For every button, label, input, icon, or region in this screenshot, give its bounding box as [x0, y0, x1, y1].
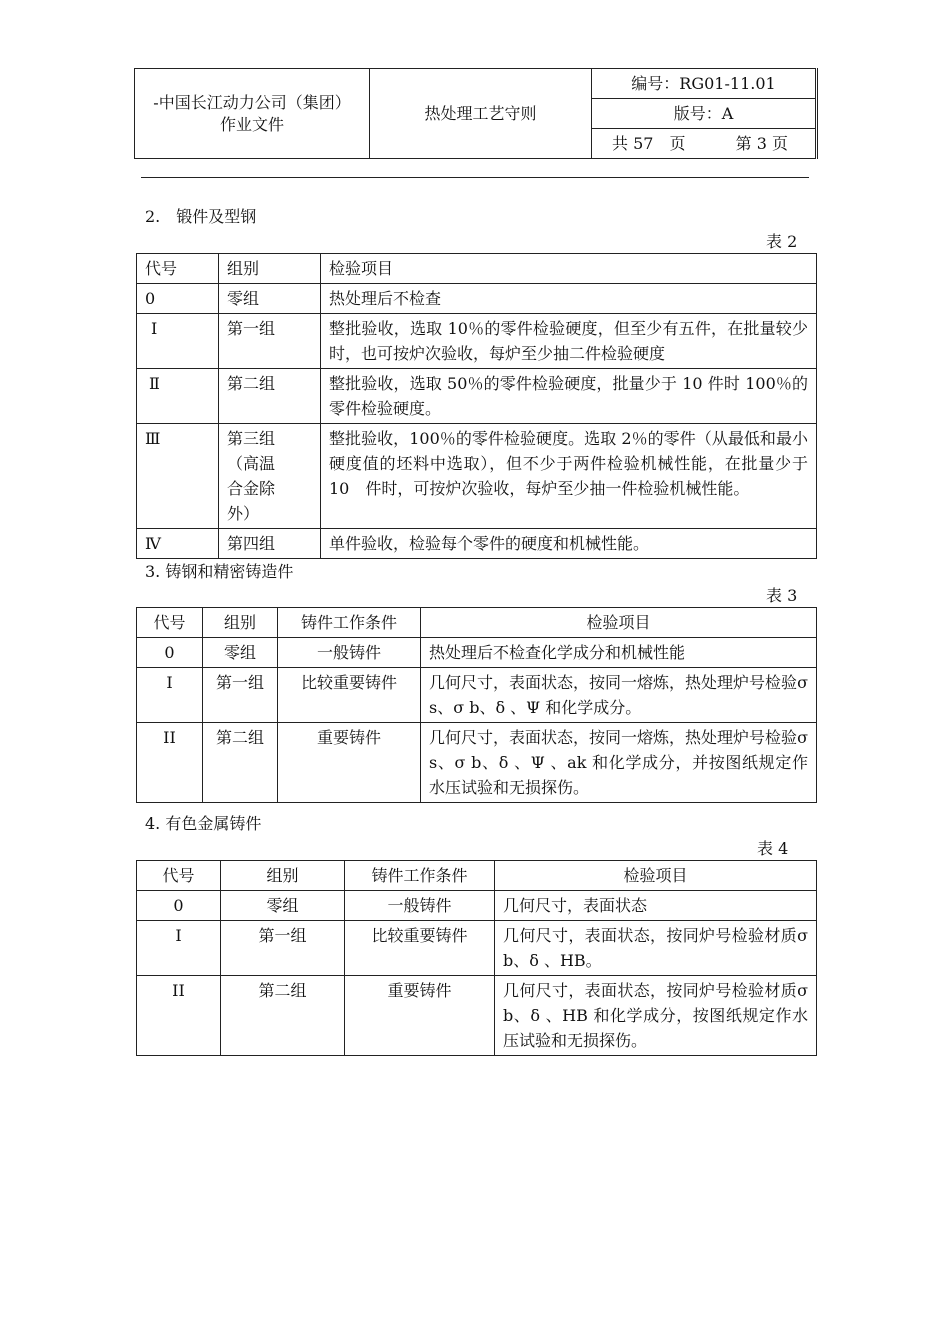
- table-row: [137, 921, 817, 976]
- table-row: [137, 861, 817, 891]
- table-cell: I: [137, 921, 221, 976]
- table-cell: Ⅲ: [137, 424, 219, 529]
- section-3-title: 3. 铸钢和精密铸造件: [145, 562, 294, 581]
- table-cell: II: [137, 723, 203, 803]
- header-divider: [141, 177, 809, 178]
- table-row: [137, 723, 817, 803]
- table-cell: 第四组: [219, 529, 321, 559]
- table-cell: 整批验收，选取 10％的零件检验硬度，但至少有五件，在批量较少时，也可按炉次验收，每炉至少抽二件检验硬度: [321, 314, 817, 369]
- company-name: -中国长江动力公司（集团）: [153, 92, 351, 112]
- table-cell: 几何尺寸，表面状态，按同炉号检验材质σ b、δ 、HB。: [495, 921, 817, 976]
- table-4-label: 表 4: [757, 839, 789, 858]
- table-cell: 热处理后不检查化学成分和机械性能: [421, 638, 817, 668]
- table-cell: 第三组（高温合金除外）: [219, 424, 321, 529]
- total-pages: 共 57 页: [612, 134, 686, 153]
- header-cell: 组别: [219, 254, 321, 284]
- document-version: 版号：A: [592, 99, 817, 129]
- header-cell: 代号: [137, 861, 221, 891]
- table-row: [137, 369, 817, 424]
- table-4: [136, 860, 817, 1056]
- company-cell: [135, 69, 370, 159]
- table-cell: 几何尺寸，表面状态，按同一熔炼，热处理炉号检验σ s、σ b、δ 、Ψ 和化学成分。: [421, 668, 817, 723]
- table-cell: 重要铸件: [278, 723, 421, 803]
- header-cell: 组别: [203, 608, 278, 638]
- table-2: [136, 253, 825, 559]
- table-cell: II: [137, 976, 221, 1056]
- table-cell: 重要铸件: [345, 976, 495, 1056]
- table-row: [137, 424, 817, 529]
- page-number: 第 3 页: [735, 134, 788, 153]
- table-2-label: 表 2: [766, 232, 798, 251]
- header-cell: 检验项目: [321, 254, 817, 284]
- table-cell: I: [137, 668, 203, 723]
- table-3-label: 表 3: [766, 586, 798, 605]
- table-cell: 第一组: [219, 314, 321, 369]
- table-cell: 几何尺寸，表面状态，按同一熔炼，热处理炉号检验σ s、σ b、δ 、Ψ 、ak 和化学成分，并按图纸规定作水压试验和无损探伤。: [421, 723, 817, 803]
- table-row: [137, 976, 817, 1056]
- table-row: [137, 254, 817, 284]
- table-cell: 比较重要铸件: [345, 921, 495, 976]
- table-row: [137, 608, 817, 638]
- document-title: 热处理工艺守则: [370, 69, 592, 159]
- table-cell: 零组: [219, 284, 321, 314]
- document-type: 作业文件: [219, 114, 284, 134]
- table-row: [137, 638, 817, 668]
- table-cell: 一般铸件: [345, 891, 495, 921]
- header-cell: 铸件工作条件: [345, 861, 495, 891]
- table-cell: 0: [137, 638, 203, 668]
- table-cell: Ⅳ: [137, 529, 219, 559]
- table-cell: 第二组: [203, 723, 278, 803]
- table-cell: 第二组: [221, 976, 345, 1056]
- table-cell: 比较重要铸件: [278, 668, 421, 723]
- document-header: [134, 68, 818, 159]
- table-cell: 零组: [203, 638, 278, 668]
- section-4-title: 4. 有色金属铸件: [145, 814, 262, 833]
- table-row: [137, 314, 817, 369]
- header-cell: 铸件工作条件: [278, 608, 421, 638]
- section-2-title: 2. 锻件及型钢: [145, 207, 257, 226]
- table-cell: 几何尺寸，表面状态: [495, 891, 817, 921]
- document-code: 编号：RG01-11.01: [592, 69, 817, 99]
- table-cell: 单件验收，检验每个零件的硬度和机械性能。: [321, 529, 817, 559]
- table-cell: 第二组: [219, 369, 321, 424]
- table-cell: Ⅱ: [137, 369, 219, 424]
- table-row: [137, 284, 817, 314]
- table-cell: 整批验收，100％的零件检验硬度。选取 2％的零件（从最低和最小硬度值的坯料中选取），但不少于两件检验机械性能，在批量少于 10 件时，可按炉次验收，每炉至少抽一件检验机械性能。: [321, 424, 817, 529]
- page-count-cell: [592, 129, 817, 159]
- table-cell: 一般铸件: [278, 638, 421, 668]
- header-cell: 检验项目: [495, 861, 817, 891]
- header-cell: 代号: [137, 254, 219, 284]
- header-cell: 检验项目: [421, 608, 817, 638]
- table-cell: 第一组: [221, 921, 345, 976]
- header-cell: 代号: [137, 608, 203, 638]
- table-cell: 0: [137, 891, 221, 921]
- table-cell: 几何尺寸，表面状态，按同炉号检验材质σ b、δ 、HB 和化学成分，按图纸规定作水压试验和无损探伤。: [495, 976, 817, 1056]
- table-cell: 0: [137, 284, 219, 314]
- table-cell: Ⅰ: [137, 314, 219, 369]
- table-row: [137, 891, 817, 921]
- table-row: [137, 668, 817, 723]
- table-cell: 热处理后不检查: [321, 284, 817, 314]
- table-cell: 整批验收，选取 50％的零件检验硬度，批量少于 10 件时 100％的零件检验硬度。: [321, 369, 817, 424]
- table-3: [136, 607, 817, 803]
- table-cell: 第一组: [203, 668, 278, 723]
- header-cell: 组别: [221, 861, 345, 891]
- table-row: [137, 529, 817, 559]
- table-cell: 零组: [221, 891, 345, 921]
